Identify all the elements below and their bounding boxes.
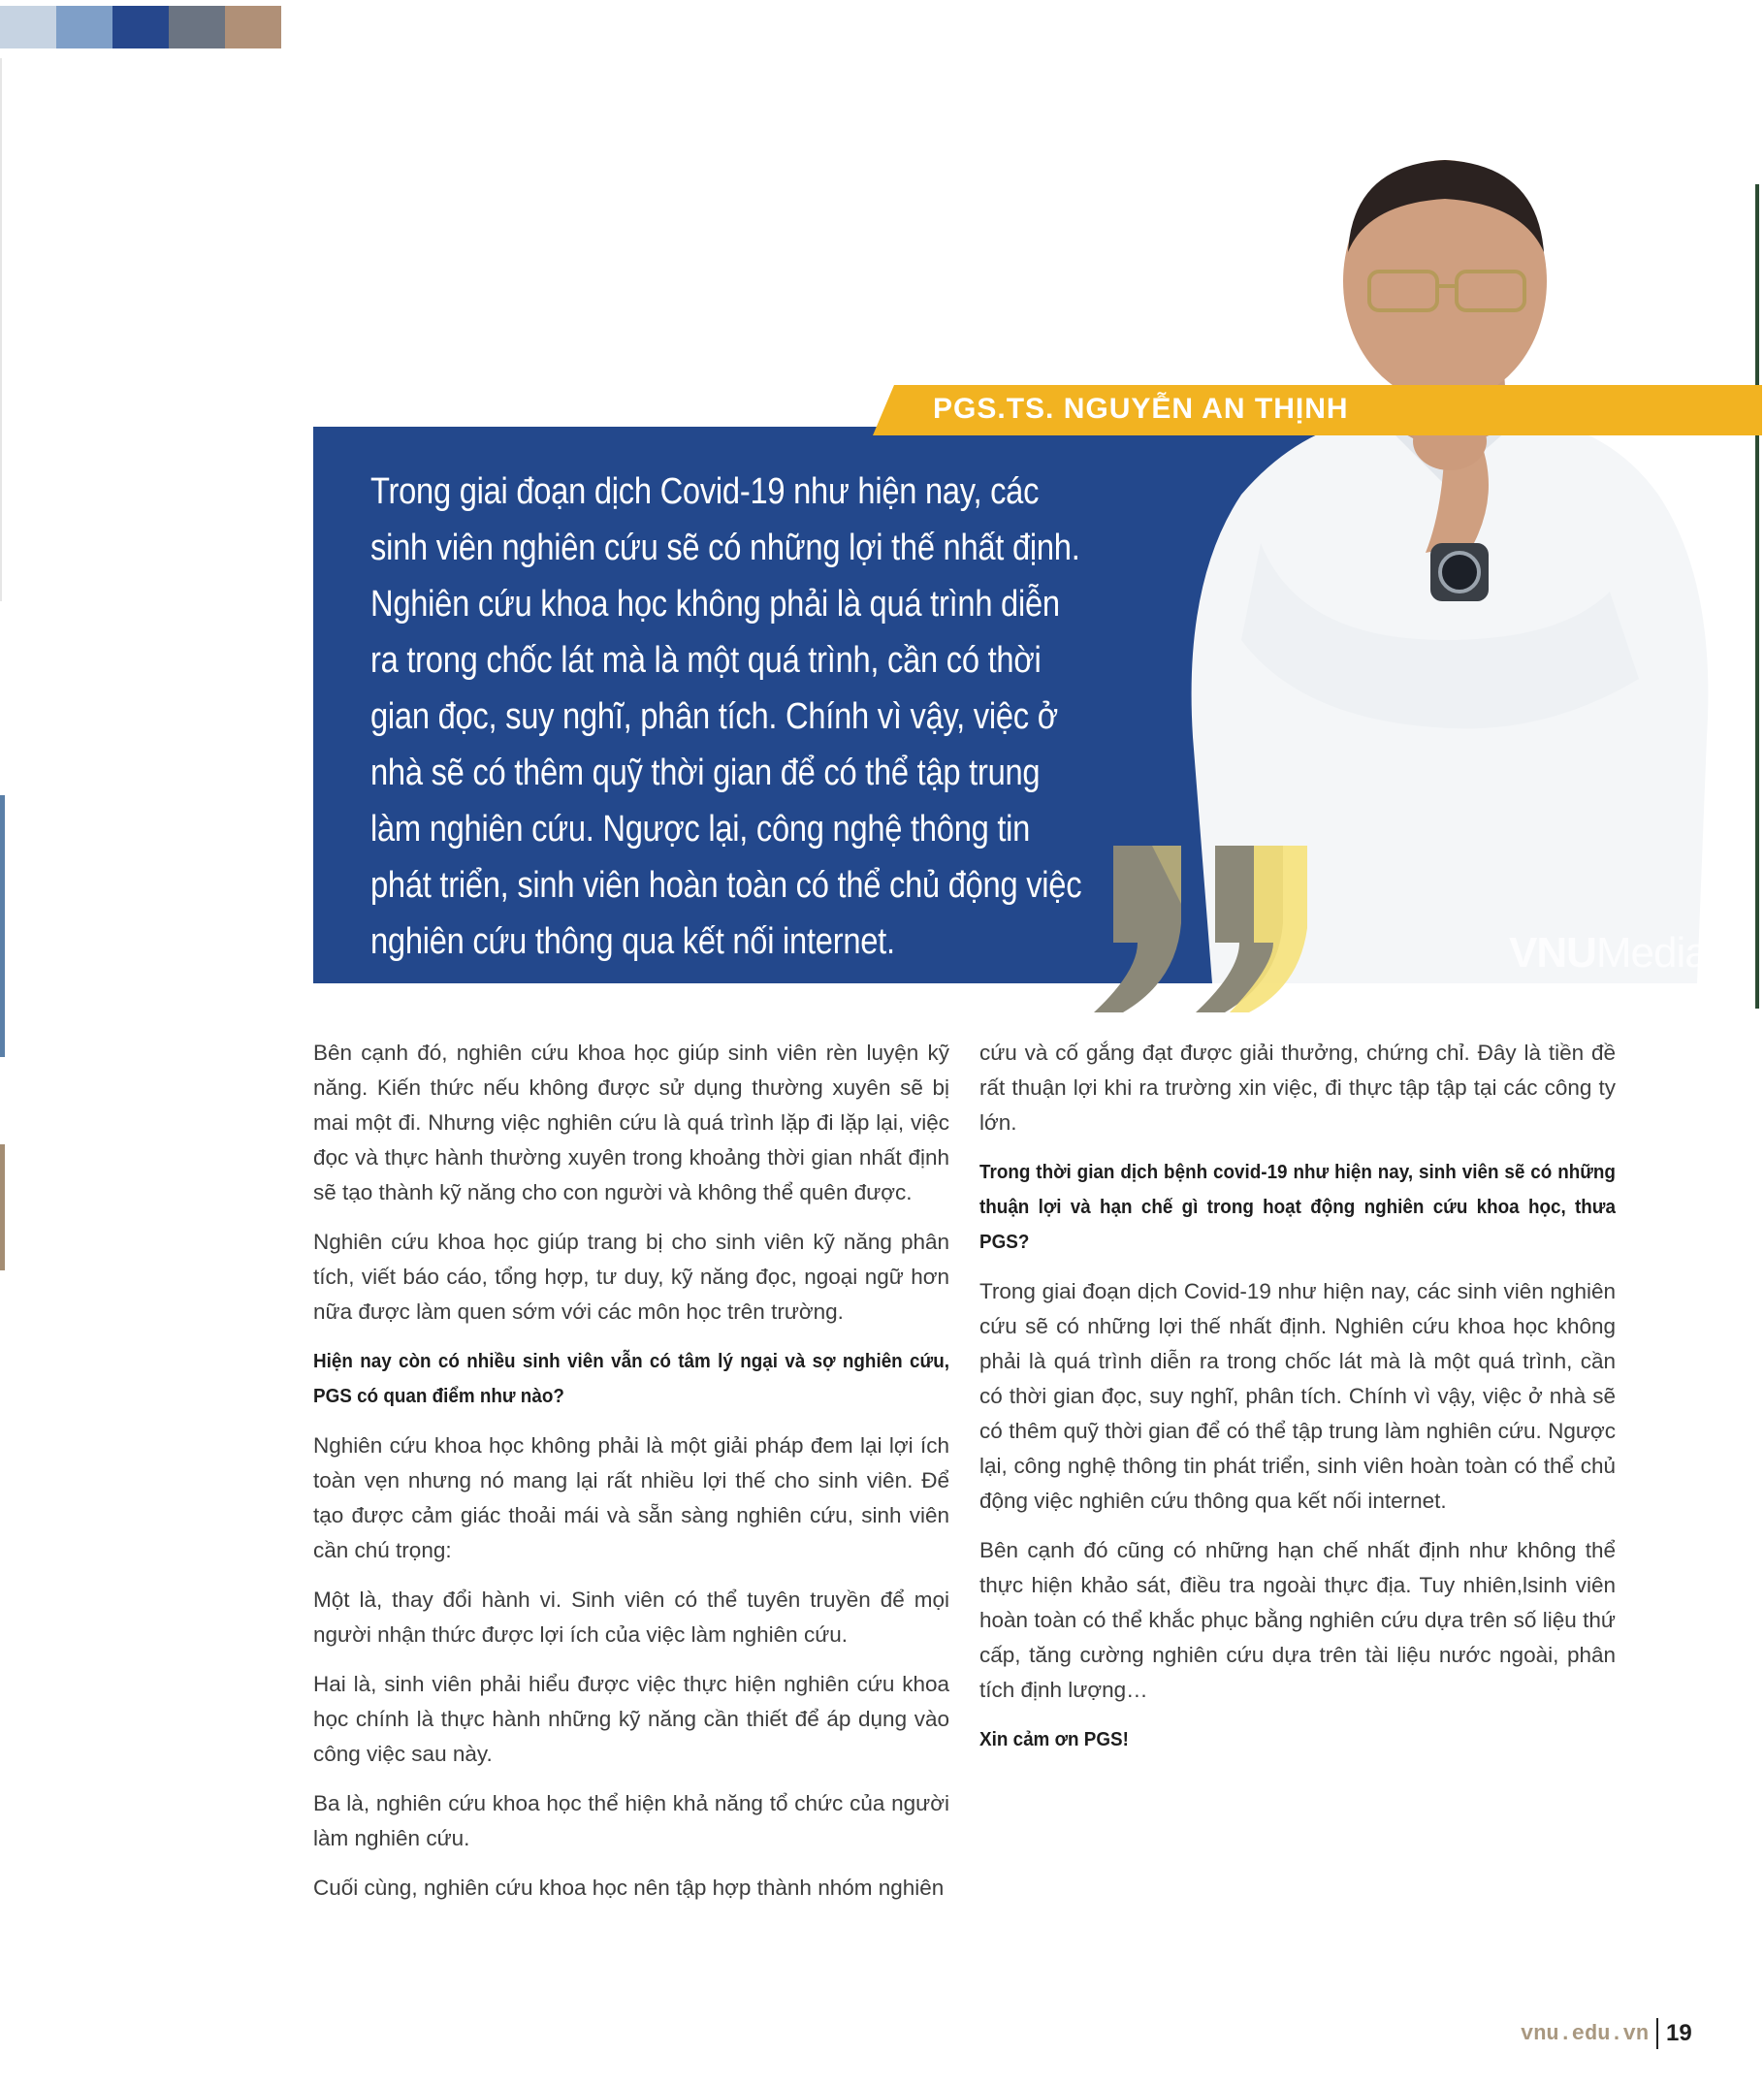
body-column-right bbox=[979, 1036, 1616, 1772]
paragraph: Một là, thay đổi hành vi. Sinh viên có thể tuyên truyền để mọi người nhận thức được lợi ích của việc làm nghiên cứu. bbox=[313, 1588, 949, 1647]
swatch bbox=[112, 6, 169, 48]
watermark-bold: VNU bbox=[1509, 929, 1596, 977]
body-column-left bbox=[313, 1036, 949, 1920]
left-edge-strip bbox=[0, 795, 5, 1057]
paragraph: Cuối cùng, nghiên cứu khoa học nên tập hợp thành nhóm nghiên bbox=[313, 1876, 945, 1900]
right-edge-line bbox=[1755, 184, 1759, 1009]
closing-remark: Xin cảm ơn PGS! bbox=[979, 1728, 1129, 1750]
watermark-rest: Media bbox=[1595, 929, 1708, 977]
pull-quote bbox=[370, 464, 1121, 970]
paragraph: Hai là, sinh viên phải hiểu được việc thực hiện nghiên cứu khoa học chính là thực hành những kỹ năng cần thiết để áp dụng vào công việc sau này. bbox=[313, 1672, 949, 1766]
interviewee-name: PGS.TS. NGUYỄN AN THỊNH bbox=[933, 393, 1349, 425]
page-footer bbox=[1521, 2017, 1692, 2050]
quote-line: phát triển, sinh viên hoàn toàn có thể chủ động việc bbox=[370, 865, 1082, 906]
quote-line: làm nghiên cứu. Ngược lại, công nghệ thông tin bbox=[370, 809, 1031, 850]
color-swatches bbox=[0, 6, 281, 48]
paragraph: Bên cạnh đó cũng có những hạn chế nhất định như không thể thực hiện khảo sát, điều tra ngoài thực địa. Tuy nhiên,lsinh viên hoàn toàn có thể khắc phục bằng nghiên cứu dựa trên số liệu thứ cấp, tăng cường nghiên cứu dựa trên tài liệu nước ngoài, phân tích định lượng… bbox=[979, 1538, 1616, 1702]
footer-divider bbox=[1656, 2018, 1658, 2049]
closing-quote-mark-icon bbox=[1084, 846, 1307, 1012]
quote-line: sinh viên nghiên cứu sẽ có những lợi thế nhất định. bbox=[370, 528, 1080, 568]
swatch bbox=[225, 6, 281, 48]
footer-website: vnu.edu.vn bbox=[1521, 2021, 1650, 2046]
swatch bbox=[169, 6, 225, 48]
left-edge-strip bbox=[0, 1144, 5, 1270]
paragraph: cứu và cố gắng đạt được giải thưởng, chứng chỉ. Đây là tiền đề rất thuận lợi khi ra trường xin việc, đi thực tập tập tại các công ty lớn. bbox=[979, 1041, 1616, 1135]
left-edge-strip bbox=[0, 58, 7, 601]
swatch bbox=[56, 6, 112, 48]
quote-line: nhà sẽ có thêm quỹ thời gian để có thể tập trung bbox=[370, 753, 1041, 793]
quote-line: gian đọc, suy nghĩ, phân tích. Chính vì vậy, việc ở bbox=[370, 696, 1058, 737]
quote-line: nghiên cứu thông qua kết nối internet. bbox=[370, 921, 895, 962]
paragraph: Nghiên cứu khoa học không phải là một giải pháp đem lại lợi ích toàn vẹn nhưng nó mang lại rất nhiều lợi thế cho sinh viên. Để tạo được cảm giác thoải mái và sẵn sàng nghiên cứu, sinh viên cần chú trọng: bbox=[313, 1433, 949, 1562]
quote-line: Trong giai đoạn dịch Covid-19 như hiện nay, các bbox=[370, 471, 1040, 512]
paragraph: Bên cạnh đó, nghiên cứu khoa học giúp sinh viên rèn luyện kỹ năng. Kiến thức nếu không được sử dụng thường xuyên sẽ bị mai một đi. Nhưng việc nghiên cứu là quá trình lặp đi lặp lại, việc đọc và thực hành thường xuyên trong khoảng thời gian nhất định sẽ tạo thành kỹ năng cho con người và không thể quên được. bbox=[313, 1041, 949, 1204]
paragraph: Ba là, nghiên cứu khoa học thể hiện khả năng tổ chức của người làm nghiên cứu. bbox=[313, 1791, 949, 1850]
paragraph: Nghiên cứu khoa học giúp trang bị cho sinh viên kỹ năng phân tích, viết báo cáo, tổng hợp, tư duy, kỹ năng đọc, ngoại ngữ hơn nữa được làm quen sớm với các môn học trên trường. bbox=[313, 1230, 949, 1324]
photo-watermark bbox=[1509, 929, 1708, 978]
swatch bbox=[0, 6, 56, 48]
interview-question: Hiện nay còn có nhiều sinh viên vẫn có tâm lý ngại và sợ nghiên cứu, PGS có quan điểm như nào? bbox=[313, 1350, 949, 1407]
paragraph: Trong giai đoạn dịch Covid-19 như hiện nay, các sinh viên nghiên cứu sẽ có những lợi thế nhất định. Nghiên cứu khoa học không phải là quá trình diễn ra trong chốc lát mà là một quá trình, cần có thời gian đọc, suy nghĩ, phân tích. Chính vì vậy, việc ở nhà sẽ có thêm quỹ thời gian để có thể tập trung làm nghiên cứu. Ngược lại, công nghệ thông tin phát triển, sinh viên hoàn toàn có thể chủ động việc nghiên cứu thông qua kết nối internet. bbox=[979, 1279, 1616, 1513]
page-number: 19 bbox=[1666, 2020, 1692, 2046]
quote-line: ra trong chốc lát mà là một quá trình, cần có thời bbox=[370, 640, 1042, 681]
quote-line: Nghiên cứu khoa học không phải là quá trình diễn bbox=[370, 584, 1060, 625]
interview-question: Trong thời gian dịch bệnh covid-19 như hiện nay, sinh viên sẽ có những thuận lợi và hạn chế gì trong hoạt động nghiên cứu khoa học, thưa PGS? bbox=[979, 1161, 1616, 1253]
